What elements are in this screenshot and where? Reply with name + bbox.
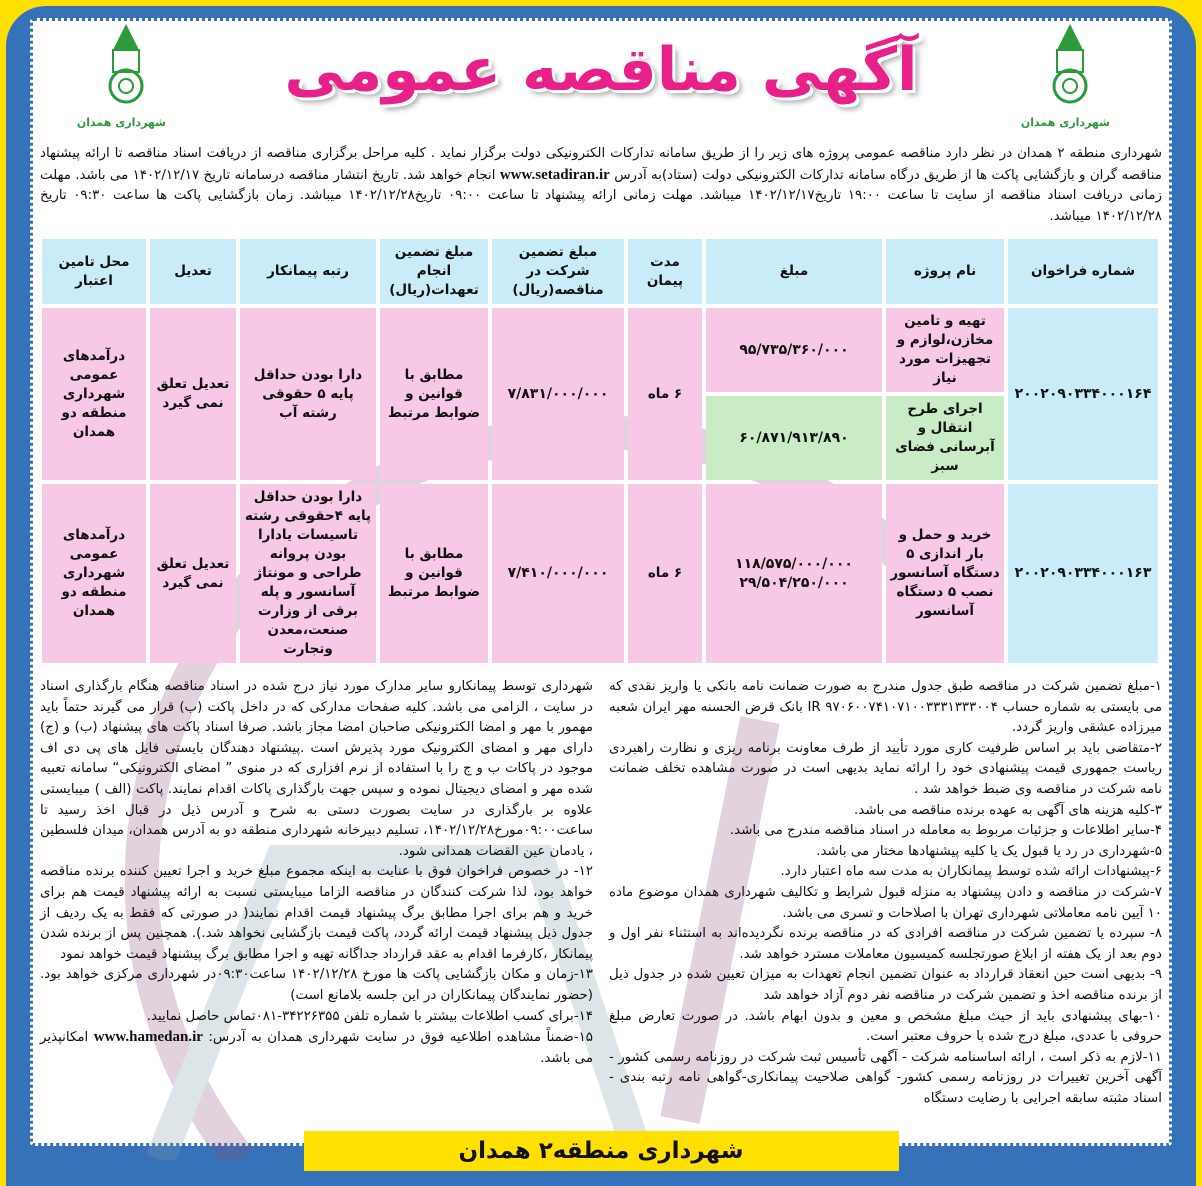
col-header: تعدیل [150,239,236,304]
table-row [42,484,1158,663]
municipality-logo-right [1020,22,1110,129]
adjustment: تعدیل تعلق نمی گیرد [150,484,236,663]
term-item: ۷-شرکت در مناقصه و دادن پیشنهاد به منزله قبول شرایط و تکالیف شهرداری همدان موضوع ماده ۱۰ آیین نامه معاملاتی شهرداری تهران با اصلاحات و تسری می باشد. [609,884,1162,921]
contractor-rank: دارا بودن حداقل پایه ۴حقوقی رشته تاسیسات یادارا بودن پروانه طراحی و مونتاژ آسانسور و پله برقی از وزارت صنعت،معدن وتجارت [240,484,376,663]
amount-a: ۱۱۸/۵۷۵/۰۰۰/۰۰۰ [735,555,853,572]
term-item: ۸- سپرده یا تضمین شرکت در مناقصه افرادی که در مناقصه برنده نگردیده‌اند به استثناء نفر اول و دوم بعد از یک هفته از ابلاغ صورتجلسه کمیسیون معاملات مسترد خواهد شد. [609,926,1162,962]
hamedan-emblem-icon [103,22,149,114]
amount [706,484,882,663]
footer-banner: شهرداری منطقه۲ همدان [304,1131,899,1171]
term-item: ۱۴-برای کسب اطلاعات بیشتر با شماره تلفن ۳۴۲۲۶۳۵۵-۰۸۱تماس حاصل نمایید. [146,1008,593,1024]
table-header-row [42,239,1158,304]
col-header: مبلغ [706,239,882,304]
term-item: ۱۳-زمان و مکان بازگشایی پاکت ها مورخ ۱۴۰۲/۱۲/۲۸ ساعت۰۹:۳۰در شهرداری مرکزی خواهد بود.(حضور نمایندگان پیمانکاران در این جلسه بلامانع است) [40,967,593,1003]
col-header: مبلغ تضمین انجام تعهدات(ریال) [380,239,488,304]
duration: ۶ ماه [628,484,702,663]
hamedan-link[interactable]: www.hamedan.ir [93,1029,203,1046]
call-number: ۲۰۰۲۰۹۰۳۳۴۰۰۰۱۶۴ [1008,308,1158,480]
performance-guarantee: مطابق با قوانین و ضوابط مرتبط [380,308,488,480]
terms-section [40,677,1162,1109]
setadiran-link[interactable]: www.setadiran.ir [499,166,610,183]
term-item [40,1027,593,1069]
notice-header [40,22,1162,144]
funding-source: درآمدهای عمومی شهرداری منطقه دو همدان [42,484,146,663]
term-text: امکانپذیر می باشد. [40,1030,593,1066]
performance-guarantee: مطابق با قوانین و ضوابط مرتبط [380,484,488,663]
amount: ۶۰/۸۷۱/۹۱۳/۸۹۰ [706,396,882,480]
intro-text: انجام خواهد شد. تاریخ انتشار مناقصه درسامانه تاریخ ۱۴۰۲/۱۲/۱۷ می باشد. مهلت زمانی دریافت اسناد مناقصه از سایت تا ساعت ۱۹:۰۰ تاریخ۱۴۰۲/۱۲/۱۷ میباشد. مهلت زمانی ارائه پیشنهاد تا ساعت ۰۹:۰۰ تاریخ۱۴۰۲/۱۲/۲۸ میباشد. زمان بازگشایی پاکت ها ساعت ۰۹:۳۰ تاریخ ۱۴۰۲/۱۲/۲۸ میباشد. [40,167,1163,224]
amount-b: ۲۹/۵۰۴/۲۵۰/۰۰۰ [739,574,849,591]
term-item: شهرداری توسط پیمانکارو سایر مدارک مورد نیاز درج شده در اسناد مناقصه هنگام بارگذاری اسناد در سایت ، الزامی می باشد. کلیه صفحات مدارکی که در داخل پاکت (ب) قرار می گیرند حتماً باید مهمور با مهر و امضا الکترونیکی صاحبان امضا مجاز باشد. صرفا اسناد پاکت های پیشنهاد (ب) و (ج) دارای مهر و امضای الکترونیک مورد پذیرش است .پیشنهاد دهندگان بایستی فایل های پی دی اف موجود در پاکات ب و ج را با استفاده از نرم افزاری که در منوی ” امضای الکترونیکی“ سامانه تعبیه شده مهر و امضای دیجیتال نموده و سپس جهت بارگذاری پاکات اقدام نمایند. پاکت (الف ) میبایستی علاوه بر بارگذاری در سایت بصورت دستی به شرح و آدرس ذیل در قبال اخذ رسید تا ساعت۰۹:۰۰مورخ۱۴۰۲/۱۲/۲۸، تسلیم دبیرخانه شهرداری منطقه دو به آدرس همدان، میدان فلسطین ، یادمان عین القضات همدانی شود. [40,679,593,859]
bid-guarantee: ۷/۴۱۰/۰۰۰/۰۰۰ [492,484,624,663]
col-header: رتبه پیمانکار [240,239,376,304]
amount: ۹۵/۷۳۵/۳۶۰/۰۰۰ [706,308,882,392]
terms-left-column [40,677,593,1109]
adjustment: تعدیل تعلق نمی گیرد [150,308,236,480]
project-name: تهیه و تامین مخازن،لوازم و تجهیزات مورد نیاز [886,308,1004,392]
terms-right-column [609,677,1162,1109]
term-item: ۴-سایر اطلاعات و جزئیات مربوط به معامله در اسناد مناقصه مندرج می باشد. [729,823,1162,839]
bid-guarantee: ۷/۸۳۱/۰۰۰/۰۰۰ [492,308,624,480]
col-header: محل تامین اعتبار [42,239,146,304]
project-name-a: خرید و حمل و بار اندازی ۵ دستگاه آسانسور [890,527,1000,581]
term-item: ۱۰-بهای پیشنهادی باید از حیث مبلغ مشخص و معین و بدون ابهام باشد. در صورت تعارض مبلغ حروفی با عددی، مبلغ درج شده با حروف معتبر است. [609,1008,1162,1045]
col-header: نام پروژه [886,239,1004,304]
logo-caption: شهرداری همدان [76,116,166,129]
intro-paragraph [40,144,1162,227]
term-item: ۱-مبلغ تضمین شرکت در مناقصه طبق جدول مندرج به صورت ضمانت نامه بانکی یا واریز نقدی که می بایستی به شماره حساب IR ۹۷۰۶۰۰۷۴۱۰۷۱۰۰۳۳۳۱۳۳۳۰۰۴ بانک قرض الحسنه مهر ایران شعبه میرزاده عشقی واریز گردد. [609,679,1162,736]
project-name [886,484,1004,663]
term-item: ۱۱-لازم به ذکر است ، ارائه اساسنامه شرکت - آگهی تأسیس ثبت شرکت در روزنامه رسمی کشور - آگهی آخرین تغییرات در روزنامه رسمی کشور- گواهی صلاحیت پیمانکاری-گواهی نامه رتبه بندی - اسناد مثبته سابقه اجرایی با رضایت دستگاه [609,1049,1162,1106]
term-item: ۲-متقاضی باید بر اساس ظرفیت کاری مورد تأیید از طرف معاونت برنامه ریزی و نظارت راهبردی ریاست جمهوری قیمت پیشنهادی خود را ارائه نماید بدیهی است در صورت مشاهده تخلف ضمانت نامه شرکت در مناقصه وی ضبط خواهد شد . [609,740,1162,797]
term-item: ۹- بدیهی است حین انعقاد قرارداد به عنوان تضمین انجام تعهدات به میزان تعیین شده در جدول ذیل از برنده مناقصه اخذ و تضمین شرکت در مناقصه نفر دوم آزاد خواهد شد [609,967,1162,1003]
term-text: ۱۵-ضمناً مشاهده اطلاعیه فوق در سایت شهرداری همدان به آدرس: [208,1030,593,1046]
intro-text: شهرداری منطقه ۲ همدان در نظر دارد مناقصه عمومی پروژه های زیر را از طریق سامانه تدارکات الکترونیکی دولت برگزار نماید . کلیه مراحل برگزاری مناقصه از دریافت اسناد مناقصه تا ارائه پیشنهاد مناقصه گران و بازگشایی پاکت ها از طریق درگاه سامانه تدارکات الکترونیکی دولت (ستاد)به آدرس [40,146,1162,183]
col-header: مبلغ تضمین شرکت در مناقصه(ریال) [492,239,624,304]
term-item: ۶-پیشنهادات ارائه شده توسط پیمانکاران به مدت سه ماه اعتبار دارد. [780,864,1162,880]
page-title: آگهی مناقصه عمومی [284,35,918,105]
funding-source: درآمدهای عمومی شهرداری منطقه دو همدان [42,308,146,480]
tender-table [38,235,1162,667]
call-number: ۲۰۰۲۰۹۰۳۳۴۰۰۰۱۶۳ [1008,484,1158,663]
contractor-rank: دارا بودن حداقل پایه ۵ حقوقی رشته آب [240,308,376,480]
table-row [42,308,1158,392]
duration: ۶ ماه [628,308,702,480]
logo-caption: شهرداری همدان [1020,116,1110,129]
project-name-b: نصب ۵ دستگاه آسانسور [896,584,994,619]
col-header: شماره فراخوان [1008,239,1158,304]
term-item: ۳-کلیه هزینه های آگهی به عهده برنده مناقصه می باشد. [854,802,1162,818]
municipality-logo-left [76,22,166,129]
hamedan-emblem-icon [1047,22,1093,114]
project-name: اجرای طرح انتقال و آبرسانی فضای سبز [886,396,1004,480]
col-header: مدت پیمان [628,239,702,304]
term-item: ۵-شهرداری در رد یا قبول یک یا کلیه پیشنهادها مختار می باشد. [816,843,1162,859]
term-item: ۱۲- در خصوص فراخوان فوق با عنایت به اینکه مجموع مبلغ خرید و اجرا تعیین کننده برنده مناقصه خواهد بود، لذا شرکت کنندگان در مناقصه الزاما میبایستی نسبت به ارائه پیشنهاد قیمت هم برای خرید و هم برای اجرا مطابق برگ پیشنهاد قیمت اقدام نمایند( در صورتی که فقط به یک ردیف از جدول ذیل پیشنهاد قیمت ارائه گردد، پاکت قیمت بازگشایی نخواهد شد.). همچنین پس از برنده شدن پیمانکار ،کارفرما اقدام به عقد قرارداد جداگانه تهیه و اجرا مطابق برگ پیشنهاد قیمت خواهد نمود [40,864,593,962]
